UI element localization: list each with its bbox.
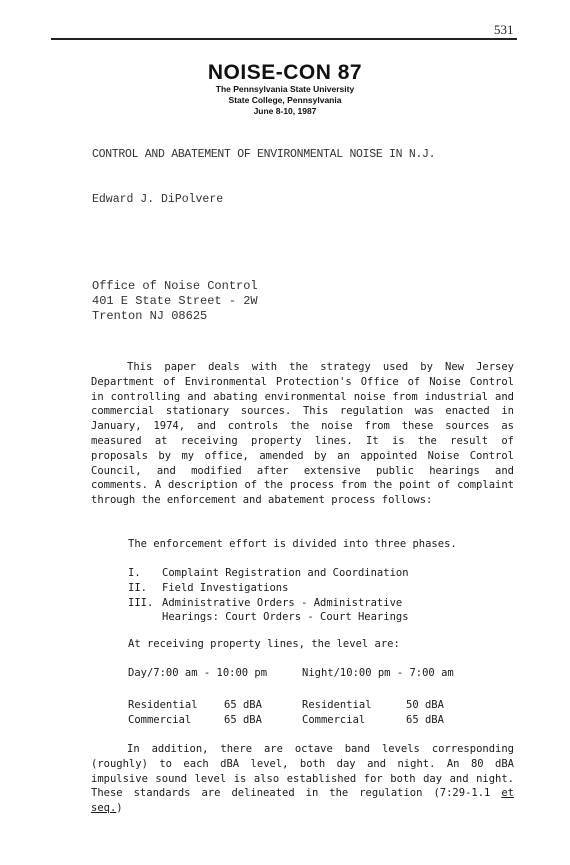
list-item bbox=[128, 596, 409, 611]
abstract-text: This paper deals with the strategy used by New Jersey Department of Environmental Protection's Office of Noise Control in controlling and abating environmental noise from industrial and commercial stationary sources. This regulation was enacted in January, 1974, and controls the noise from these sources as measured at receiving property lines. It is the result of proposals by my office, amended by an appointed Noise Control Council, and modified after extensive public hearings and comments. A description of the process from the point of complaint through the enforcement and abatement process follows: bbox=[91, 361, 514, 507]
limit-night: 65 dBA bbox=[406, 713, 444, 726]
phase-text: Administrative Orders - Administrative bbox=[162, 596, 403, 609]
time-periods bbox=[128, 667, 454, 679]
limits-table bbox=[128, 698, 444, 728]
zone-night: Residential bbox=[302, 699, 372, 711]
address-line: Trenton NJ 08625 bbox=[92, 309, 208, 323]
phases-list bbox=[128, 566, 409, 625]
address-line: Office of Noise Control bbox=[92, 279, 258, 293]
limit-day: 65 dBA bbox=[224, 699, 262, 711]
closing-end: ) bbox=[116, 802, 123, 815]
zone-day: Residential bbox=[128, 699, 198, 711]
table-row bbox=[128, 698, 444, 713]
phase-text: Field Investigations bbox=[162, 581, 289, 594]
page-number: 531 bbox=[494, 22, 514, 37]
limit-day: 65 dBA bbox=[224, 713, 262, 726]
limit-night: 50 dBA bbox=[406, 699, 444, 711]
conference-university: The Pennsylvania State University bbox=[215, 84, 355, 94]
author-name: Edward J. DiPolvere bbox=[92, 193, 224, 206]
conference-title: NOISE-CON 87 bbox=[207, 61, 363, 84]
list-item bbox=[128, 581, 409, 596]
header-rule bbox=[51, 38, 517, 40]
closing-text: In addition, there are octave band levels corresponding (roughly) to each dBA level, both day and night. An 80 dBA impulsive sound level is also established for both day and night. These standards are delineated in the regulation (7:29-1.1 bbox=[91, 743, 514, 800]
phases-intro: The enforcement effort is divided into three phases. bbox=[128, 538, 457, 550]
night-period: Night/10:00 pm - 7:00 am bbox=[302, 667, 454, 679]
paper-title: CONTROL AND ABATEMENT OF ENVIRONMENTAL NOISE IN N.J. bbox=[92, 148, 436, 161]
list-item bbox=[128, 566, 409, 581]
conference-dates: June 8-10, 1987 bbox=[253, 106, 317, 116]
closing-citation: et seq. bbox=[91, 787, 514, 815]
phase-text: Complaint Registration and Coordination bbox=[162, 567, 409, 579]
zone-night: Commercial bbox=[302, 713, 366, 726]
phase-number: II. bbox=[128, 581, 147, 594]
day-period: Day/7:00 am - 10:00 pm bbox=[128, 667, 268, 679]
phase-continuation: Hearings: Court Orders - Court Hearings bbox=[162, 611, 409, 624]
conference-header bbox=[0, 62, 570, 117]
author-address bbox=[92, 279, 258, 324]
phase-number: I. bbox=[128, 567, 141, 579]
conference-location: State College, Pennsylvania bbox=[228, 95, 342, 105]
levels-intro: At receiving property lines, the level are: bbox=[128, 638, 400, 650]
table-row bbox=[128, 713, 444, 728]
address-line: 401 E State Street - 2W bbox=[92, 294, 258, 308]
abstract-paragraph bbox=[91, 360, 514, 508]
zone-day: Commercial bbox=[128, 713, 192, 726]
phase-number: III. bbox=[128, 596, 154, 609]
closing-paragraph bbox=[91, 742, 514, 816]
